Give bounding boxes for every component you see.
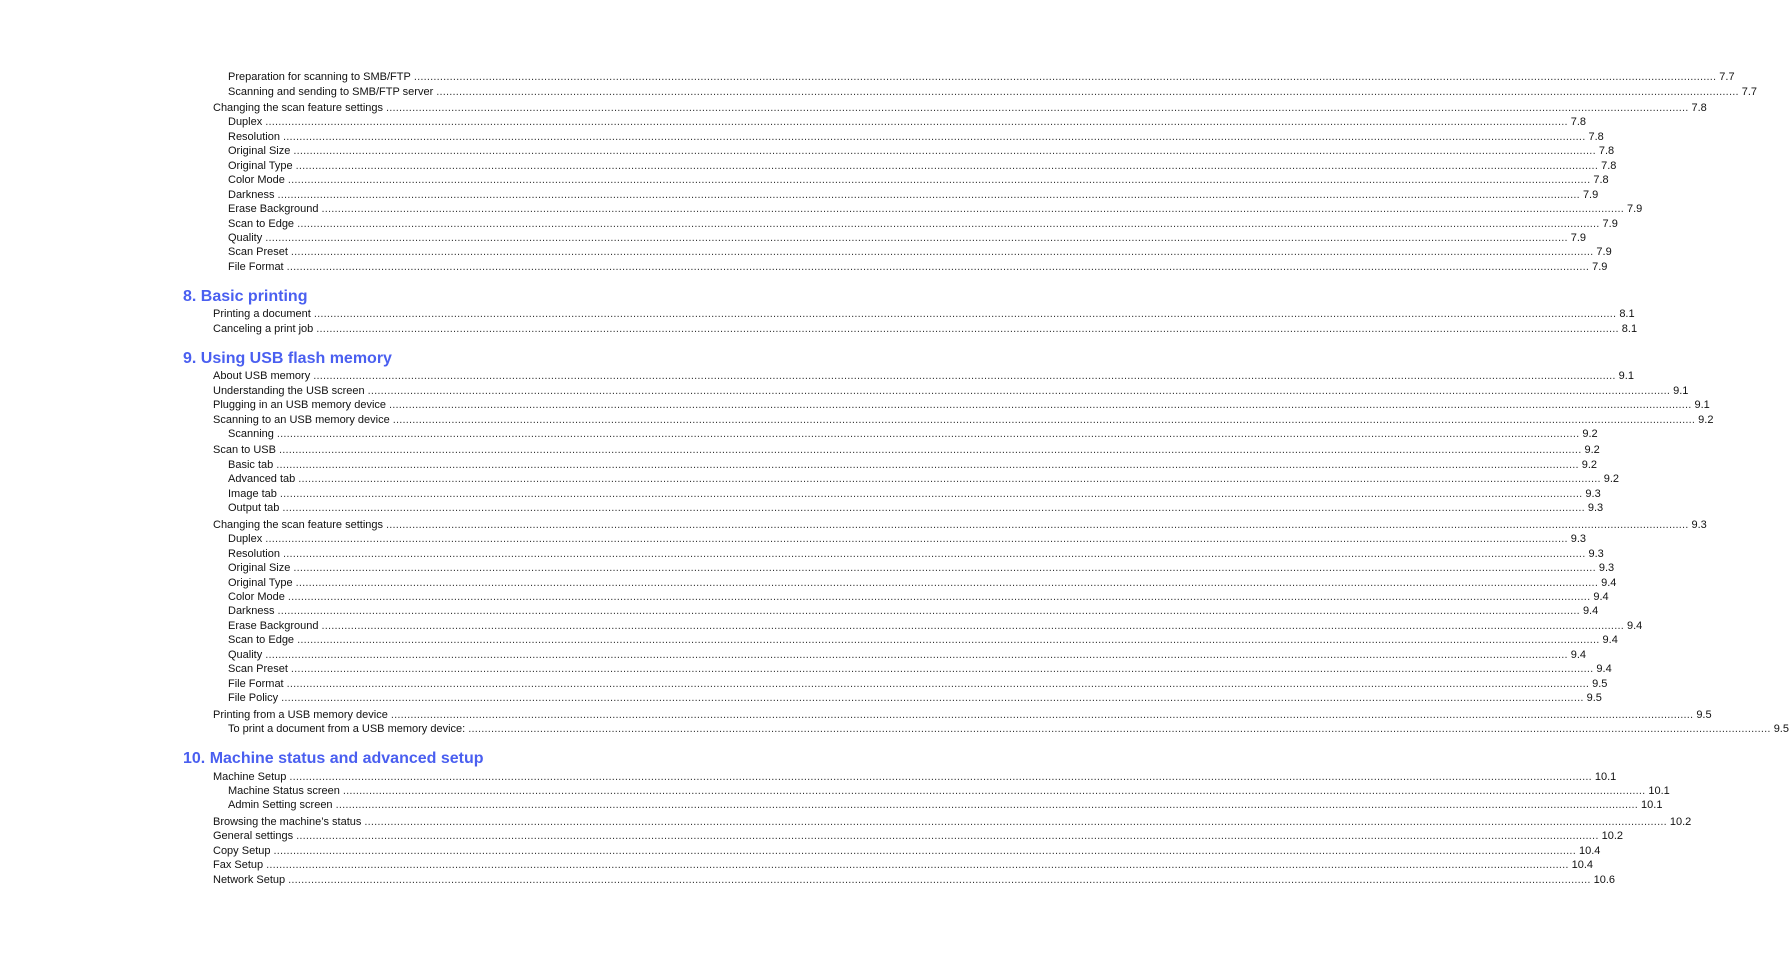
toc-entry-page: 7.9 — [1626, 203, 1643, 215]
toc-entry-page: 9.3 — [1691, 518, 1707, 531]
toc-entry-title: File Policy — [228, 692, 279, 705]
chapter-heading: 8. Basic printing — [183, 288, 308, 306]
dot-leader: ................................................................................................................................................................................................................................................................................................................................................................................................................ — [281, 692, 1584, 705]
toc-entry-page: 9.3 — [1598, 562, 1615, 574]
toc-entry-page: 9.3 — [1588, 547, 1604, 560]
toc-entry[interactable] — [213, 444, 1600, 457]
toc-entry-title: Scanning to an USB memory device — [213, 413, 390, 426]
dot-leader: ................................................................................................................................................................................................................................................................................................................................................................................................................ — [390, 708, 1694, 721]
toc-entry-page: 10.2 — [1601, 830, 1623, 843]
toc-entry[interactable] — [213, 413, 1714, 427]
toc-entry[interactable] — [228, 502, 1604, 515]
dot-leader: ................................................................................................................................................................................................................................................................................................................................................................................................................ — [265, 533, 1568, 546]
toc-entry-page: 9.5 — [1592, 677, 1608, 690]
toc-entry-title: Original Type — [228, 159, 293, 172]
dot-leader: ................................................................................................................................................................................................................................................................................................................................................................................................................ — [290, 663, 1594, 676]
toc-entry-page: 7.9 — [1582, 188, 1599, 201]
toc-entry-page: 7.8 — [1588, 130, 1604, 143]
toc-entry-page: 8.1 — [1621, 322, 1638, 335]
toc-entry-title: File Format — [228, 260, 284, 273]
dot-leader: ................................................................................................................................................................................................................................................................................................................................................................................................................ — [278, 444, 1582, 457]
dot-leader: ................................................................................................................................................................................................................................................................................................................................................................................................................ — [277, 188, 1580, 201]
toc-entry-title: Original Size — [228, 145, 291, 158]
toc-entry-page: 9.3 — [1587, 502, 1604, 515]
toc-entry-title: Changing the scan feature settings — [213, 518, 384, 531]
dot-leader: ................................................................................................................................................................................................................................................................................................................................................................................................................ — [286, 677, 1590, 690]
toc-entry-title: Output tab — [228, 502, 280, 515]
toc-entry-page: 9.3 — [1570, 533, 1587, 546]
toc-entry-page: 9.4 — [1626, 619, 1643, 632]
toc-entry[interactable] — [228, 130, 1604, 144]
chapter-heading: 10. Machine status and advanced setup — [183, 750, 484, 768]
toc-entry[interactable] — [228, 71, 1735, 84]
dot-leader: ................................................................................................................................................................................................................................................................................................................................................................................................................ — [335, 799, 1639, 812]
toc-entry-title: Scan Preset — [228, 246, 288, 259]
dot-leader: ................................................................................................................................................................................................................................................................................................................................................................................................................ — [342, 784, 1646, 797]
toc-entry-title: Advanced tab — [228, 473, 296, 486]
toc-entry[interactable] — [228, 217, 1618, 231]
dot-leader: ................................................................................................................................................................................................................................................................................................................................................................................................................ — [296, 830, 1599, 843]
toc-entry-page: 10.1 — [1648, 784, 1670, 797]
toc-entry[interactable] — [228, 116, 1587, 129]
dot-leader: ................................................................................................................................................................................................................................................................................................................................................................................................................ — [293, 562, 1596, 574]
toc-entry[interactable] — [228, 533, 1587, 546]
toc-entry-title: Image tab — [228, 487, 277, 500]
toc-entry-title: Preparation for scanning to SMB/FTP — [228, 71, 411, 83]
toc-entry[interactable] — [228, 428, 1598, 441]
toc-entry-page: 9.5 — [1773, 723, 1789, 735]
toc-entry[interactable] — [213, 830, 1623, 843]
dot-leader: ................................................................................................................................................................................................................................................................................................................................................................................................................ — [386, 101, 1689, 114]
toc-entry-title: Quality — [228, 231, 263, 244]
dot-leader: ................................................................................................................................................................................................................................................................................................................................................................................................................ — [364, 815, 1667, 828]
toc-entry[interactable] — [228, 487, 1601, 501]
toc-entry-title: Original Size — [228, 562, 291, 574]
toc-entry-page: 7.9 — [1602, 217, 1618, 230]
toc-entry-page: 9.5 — [1586, 692, 1602, 705]
toc-entry-title: To print a document from a USB memory device: — [228, 723, 466, 735]
toc-entry-page: 9.2 — [1603, 473, 1620, 486]
toc-entry-title: Scan to Edge — [228, 217, 295, 230]
toc-entry-title: Resolution — [228, 130, 280, 143]
dot-leader: ................................................................................................................................................................................................................................................................................................................................................................................................................ — [282, 502, 1585, 515]
toc-entry-page: 8.1 — [1619, 308, 1635, 321]
toc-entry-page: 7.8 — [1601, 159, 1617, 172]
toc-entry-title: Color Mode — [228, 174, 285, 187]
toc-entry-title: Printing a document — [213, 308, 311, 321]
dot-leader: ................................................................................................................................................................................................................................................................................................................................................................................................................ — [287, 174, 1591, 187]
dot-leader: ................................................................................................................................................................................................................................................................................................................................................................................................................ — [313, 308, 1617, 321]
toc-entry-title: Erase Background — [228, 619, 319, 632]
dot-leader: ................................................................................................................................................................................................................................................................................................................................................................................................................ — [287, 591, 1591, 603]
toc-entry[interactable] — [228, 692, 1602, 705]
toc-entry-page: 9.4 — [1570, 648, 1587, 661]
toc-entry[interactable] — [228, 576, 1617, 590]
toc-entry-title: Plugging in an USB memory device — [213, 399, 387, 412]
toc-entry-page: 9.1 — [1694, 399, 1710, 412]
toc-entry[interactable] — [213, 815, 1692, 829]
toc-entry-title: Duplex — [228, 116, 263, 129]
toc-entry[interactable] — [228, 260, 1608, 274]
toc-entry[interactable] — [213, 308, 1635, 321]
dot-leader: ................................................................................................................................................................................................................................................................................................................................................................................................................ — [288, 873, 1591, 886]
toc-entry-page: 9.3 — [1585, 487, 1601, 500]
toc-entry-title: Fax Setup — [213, 859, 264, 872]
dot-leader: ................................................................................................................................................................................................................................................................................................................................................................................................................ — [279, 487, 1583, 500]
toc-entry-page: 9.2 — [1584, 444, 1600, 457]
dot-leader: ................................................................................................................................................................................................................................................................................................................................................................................................................ — [295, 159, 1599, 172]
toc-entry[interactable] — [228, 458, 1598, 472]
dot-leader: ................................................................................................................................................................................................................................................................................................................................................................................................................ — [389, 399, 1692, 412]
dot-leader: ................................................................................................................................................................................................................................................................................................................................................................................................................ — [436, 85, 1739, 98]
toc-entry[interactable] — [213, 101, 1707, 115]
toc-entry-page: 7.9 — [1570, 231, 1587, 244]
dot-leader: ................................................................................................................................................................................................................................................................................................................................................................................................................ — [392, 413, 1696, 426]
toc-entry-title: Scanning and sending to SMB/FTP server — [228, 85, 434, 98]
toc-entry-title: Canceling a print job — [213, 322, 314, 335]
toc-entry-page: 10.4 — [1578, 844, 1601, 857]
toc-entry[interactable] — [228, 174, 1609, 187]
toc-entry-page: 9.2 — [1581, 458, 1598, 471]
dot-leader: ................................................................................................................................................................................................................................................................................................................................................................................................................ — [273, 844, 1576, 857]
toc-entry-page: 7.9 — [1592, 260, 1608, 273]
toc-entry[interactable] — [228, 591, 1609, 604]
dot-leader: ................................................................................................................................................................................................................................................................................................................................................................................................................ — [289, 770, 1592, 783]
toc-entry[interactable] — [213, 518, 1707, 532]
toc-entry-page: 10.4 — [1571, 859, 1594, 872]
toc-entry[interactable] — [228, 663, 1612, 676]
toc-entry[interactable] — [228, 799, 1663, 812]
dot-leader: ................................................................................................................................................................................................................................................................................................................................................................................................................ — [282, 547, 1586, 560]
toc-entry-title: Quality — [228, 648, 263, 661]
toc-entry[interactable] — [228, 473, 1620, 486]
dot-leader: ................................................................................................................................................................................................................................................................................................................................................................................................................ — [276, 428, 1580, 440]
toc-entry-title: Changing the scan feature settings — [213, 101, 384, 114]
toc-entry[interactable] — [213, 370, 1634, 383]
toc-entry[interactable] — [228, 246, 1612, 259]
dot-leader: ................................................................................................................................................................................................................................................................................................................................................................................................................ — [367, 384, 1671, 397]
toc-entry-title: Understanding the USB screen — [213, 384, 365, 397]
toc-entry-title: Darkness — [228, 605, 275, 618]
dot-leader: ................................................................................................................................................................................................................................................................................................................................................................................................................ — [265, 648, 1568, 661]
toc-entry-page: 9.2 — [1582, 428, 1598, 440]
dot-leader: ................................................................................................................................................................................................................................................................................................................................................................................................................ — [468, 723, 1771, 735]
toc-entry-title: Scan Preset — [228, 663, 288, 676]
toc-entry-title: About USB memory — [213, 370, 311, 383]
toc-entry-page: 10.6 — [1593, 873, 1616, 886]
toc-entry-page: 10.1 — [1641, 799, 1663, 812]
toc-entry-page: 9.1 — [1673, 384, 1689, 397]
toc-entry[interactable] — [228, 562, 1615, 575]
dot-leader: ................................................................................................................................................................................................................................................................................................................................................................................................................ — [293, 145, 1596, 158]
toc-entry-title: Scanning — [228, 428, 274, 440]
dot-leader: ................................................................................................................................................................................................................................................................................................................................................................................................................ — [286, 260, 1590, 273]
toc-entry-title: Darkness — [228, 188, 275, 201]
toc-entry-title: Machine Status screen — [228, 784, 340, 797]
toc-entry-page: 9.4 — [1601, 576, 1617, 589]
dot-leader: ................................................................................................................................................................................................................................................................................................................................................................................................................ — [265, 116, 1568, 129]
toc-entry-page: 7.7 — [1719, 71, 1735, 83]
toc-entry-page: 9.1 — [1618, 370, 1634, 383]
dot-leader: ................................................................................................................................................................................................................................................................................................................................................................................................................ — [316, 322, 1619, 335]
toc-entry[interactable] — [228, 619, 1643, 633]
toc-entry-title: Erase Background — [228, 203, 319, 215]
toc-entry-title: General settings — [213, 830, 294, 843]
dot-leader: ................................................................................................................................................................................................................................................................................................................................................................................................................ — [313, 370, 1616, 383]
dot-leader: ................................................................................................................................................................................................................................................................................................................................................................................................................ — [282, 130, 1586, 143]
toc-entry-title: Original Type — [228, 576, 293, 589]
toc-entry-title: Resolution — [228, 547, 280, 560]
toc-entry[interactable] — [213, 770, 1617, 784]
dot-leader: ................................................................................................................................................................................................................................................................................................................................................................................................................ — [277, 605, 1580, 618]
toc-entry[interactable] — [228, 677, 1608, 691]
toc-entry[interactable] — [228, 784, 1670, 798]
toc-entry-page: 7.8 — [1593, 174, 1609, 187]
dot-leader: ................................................................................................................................................................................................................................................................................................................................................................................................................ — [298, 473, 1601, 486]
dot-leader: ................................................................................................................................................................................................................................................................................................................................................................................................................ — [297, 217, 1600, 230]
chapter-heading: 9. Using USB flash memory — [183, 350, 392, 368]
toc-entry-title: Scan to USB — [213, 444, 276, 457]
dot-leader: ................................................................................................................................................................................................................................................................................................................................................................................................................ — [266, 859, 1569, 872]
toc-entry-page: 7.8 — [1570, 116, 1587, 129]
toc-entry-title: Browsing the machine’s status — [213, 815, 362, 828]
dot-leader: ................................................................................................................................................................................................................................................................................................................................................................................................................ — [321, 203, 1624, 215]
toc-entry[interactable] — [213, 873, 1616, 887]
toc-entry-page: 9.2 — [1698, 413, 1714, 426]
toc-entry-page: 10.2 — [1669, 815, 1692, 828]
toc-entry-title: Copy Setup — [213, 844, 271, 857]
toc-entry-title: Machine Setup — [213, 770, 287, 783]
toc-entry[interactable] — [213, 859, 1594, 872]
toc-entry[interactable] — [228, 231, 1587, 245]
toc-entry-title: Basic tab — [228, 458, 274, 471]
toc-entry[interactable] — [228, 145, 1615, 158]
toc-entry[interactable] — [213, 322, 1638, 336]
toc-entry[interactable] — [228, 159, 1617, 173]
toc-entry[interactable] — [213, 844, 1601, 858]
toc-entry[interactable] — [213, 708, 1712, 722]
toc-entry[interactable] — [228, 648, 1587, 662]
toc-entry-title: File Format — [228, 677, 284, 690]
toc-entry[interactable] — [228, 723, 1789, 736]
dot-leader: ................................................................................................................................................................................................................................................................................................................................................................................................................ — [413, 71, 1717, 83]
toc-entry-title: Color Mode — [228, 591, 285, 603]
toc-entry[interactable] — [228, 634, 1618, 647]
toc-entry-page: 9.4 — [1582, 605, 1599, 618]
dot-leader: ................................................................................................................................................................................................................................................................................................................................................................................................................ — [321, 619, 1624, 632]
toc-entry-page: 10.1 — [1594, 770, 1617, 783]
dot-leader: ................................................................................................................................................................................................................................................................................................................................................................................................................ — [276, 458, 1579, 471]
toc-entry-title: Scan to Edge — [228, 634, 295, 647]
toc-entry-page: 9.4 — [1602, 634, 1618, 647]
toc-entry[interactable] — [228, 547, 1604, 561]
dot-leader: ................................................................................................................................................................................................................................................................................................................................................................................................................ — [265, 231, 1568, 244]
toc-entry-page: 7.9 — [1596, 246, 1612, 259]
toc-entry[interactable] — [228, 188, 1599, 202]
toc-entry-title: Admin Setting screen — [228, 799, 333, 812]
toc-entry-page: 9.5 — [1696, 708, 1712, 721]
toc-entry[interactable] — [213, 384, 1689, 398]
toc-entry-title: Printing from a USB memory device — [213, 708, 388, 721]
toc-entry-page: 7.8 — [1691, 101, 1707, 114]
dot-leader: ................................................................................................................................................................................................................................................................................................................................................................................................................ — [290, 246, 1594, 259]
toc-entry-title: Duplex — [228, 533, 263, 546]
toc-entry[interactable] — [228, 203, 1643, 216]
dot-leader: ................................................................................................................................................................................................................................................................................................................................................................................................................ — [297, 634, 1600, 647]
toc-entry[interactable] — [213, 399, 1710, 412]
toc-entry[interactable] — [228, 85, 1758, 99]
toc-entry[interactable] — [228, 605, 1599, 618]
toc-entry-page: 9.4 — [1593, 591, 1609, 603]
toc-entry-title: Network Setup — [213, 873, 286, 886]
toc-entry-page: 7.8 — [1598, 145, 1615, 158]
toc-entry-page: 9.4 — [1596, 663, 1612, 676]
dot-leader: ................................................................................................................................................................................................................................................................................................................................................................................................................ — [386, 518, 1689, 531]
toc-entry-page: 7.7 — [1741, 85, 1758, 98]
dot-leader: ................................................................................................................................................................................................................................................................................................................................................................................................................ — [295, 576, 1599, 589]
